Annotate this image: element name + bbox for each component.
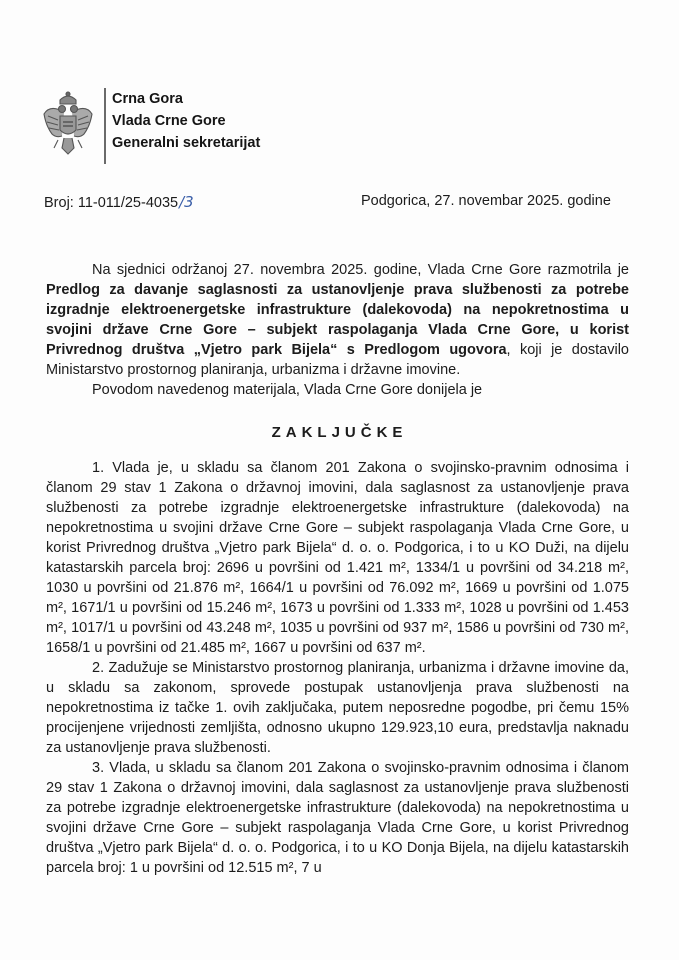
letterhead-government: Vlada Crne Gore [112,113,226,129]
conclusions-list [46,458,629,878]
intro-paragraph-2: Povodom navedenog materijala, Vlada Crne Gore donijela je [92,382,483,398]
section-title: ZAKLJUČKE [271,424,408,441]
conclusion-item: 1. Vlada je, u skladu sa članom 201 Zakona o svojinsko-pravnim odnosima i članom 29 stav 1 Zakona o državnoj imovini, dala saglasnost za ustanovljenje prava službenosti za potrebe izgradnje elektroenergetske infrastrukture (dalekovoda) na nepokretnostima u svojini države Crne Gore – subjekt raspolaganja Vlada Crne Gore, u korist Privrednog društva „Vjetro park Bijela“ d. o. o. Podgorica, i to u KO Duži, na dijelu katastarskih parcela broj: 2696 u površini od 1.421 m², 1334/1 u površini od 34.218 m², 1030 u površini od 21.876 m², 1664/1 u površini od 76.092 m², 1669 u površini od 1.075 m², 1671/1 u površini od 15.246 m², 1673 u površini od 1.333 m², 1028 u površini od 1.453 m², 1017/1 u površini od 43.248 m², 1035 u površini od 937 m², 1586 u površini od 730 m², 1658/1 u površini od 21.485 m², 1667 u površini od 637 m². [46,460,629,656]
intro-paragraph-1: Na sjednici održanoj 27. novembra 2025. godine, Vlada Crne Gore razmotrila je Predlog za davanje saglasnosti za ustanovljenje prava službenosti za potrebe izgradnje elektroenergetske infrastrukture (dalekovoda) na nepokretnostima u svojini države Crne Gore – subjekt raspolaganja Vlada Crne Gore, u korist Privrednog društva „Vjetro park Bijela“ s Predlogom ugovora, koji je dostavilo Ministarstvo prostornog planiranja, urbanizma i državne imovine. [46,262,629,378]
letterhead-divider [104,88,106,164]
conclusion-item: 3. Vlada, u skladu sa članom 201 Zakona o svojinsko-pravnim odnosima i članom 29 stav 1 Zakona o državnoj imovini, dala saglasnost za ustanovljenje prava službenosti za potrebe izgradnje elektroenergetske infrastrukture (dalekovoda) na nepokretnostima u svojini države Crne Gore – subjekt raspolaganja Vlada Crne Gore, u korist Privrednog društva „Vjetro park Bijela“ d. o. o. Podgorica, i to u KO Donja Bijela, na dijelu katastarskih parcela broj: 1 u površini od 12.515 m², 7 u [46,760,629,876]
letterhead-country: Crna Gora [112,91,183,107]
proposal-title: Predlog za davanje saglasnosti za ustanovljenje prava službenosti za potrebe izgradnje elektroenergetske infrastrukture (dalekovoda) na nepokretnostima u svojini države Crne Gore – subjekt raspolaganja Vlada Crne Gore, u korist Privrednog društva „Vjetro park Bijela“ s Predlogom ugovora [46,282,629,358]
montenegro-coat-of-arms-icon [40,90,96,160]
letterhead-department: Generalni sekretarijat [112,135,261,151]
reference-number [44,193,194,211]
letterhead-text [112,88,260,154]
conclusion-item: 2. Zadužuje se Ministarstvo prostornog planiranja, urbanizma i državne imovine da, u skladu sa zakonom, sprovede postupak ustanovljenja prava službenosti na nepokretnostima iz tačke 1. ovih zaključaka, putem neposredne pogodbe, pri čemu 15% procijenjene vrijednosti zemljišta, odnosno ukupno 129.923,10 eura, predstavlja naknadu za ustanovljenje prava službenosti. [46,660,629,756]
handwritten-suffix: /3 [179,193,194,211]
place-and-date: Podgorica, 27. novembar 2025. godine [361,193,611,209]
intro-section [46,260,629,400]
reference-number-text: Broj: 11-011/25-4035 [44,195,179,211]
